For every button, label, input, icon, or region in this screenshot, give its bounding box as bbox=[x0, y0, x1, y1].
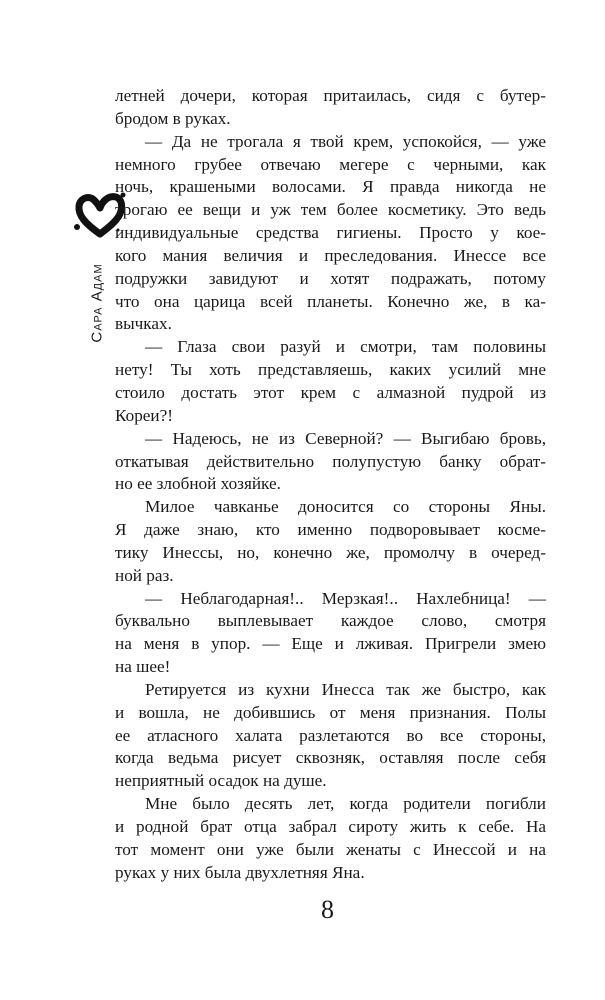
text-line: — Надеюсь, не из Северной? — Выгибаю бровь, bbox=[145, 428, 546, 448]
body-text bbox=[115, 85, 546, 885]
text-line: на меня в упор. — Еще и лживая. Пригрели змею bbox=[115, 634, 546, 654]
text-line: подружки завидуют и хотят подражать, потому bbox=[115, 268, 546, 288]
text-line: неприятный осадок на душе. bbox=[115, 771, 327, 791]
page-number: 8 bbox=[321, 895, 334, 924]
text-line: Я даже знаю, кто именно подворовывает косме- bbox=[115, 520, 546, 540]
text-line: кого мания величия и преследования. Инессе все bbox=[115, 245, 546, 265]
text-line: но ее злобной хозяйке. bbox=[115, 474, 281, 494]
text-line: тот момент они уже были женаты с Инессой и на bbox=[115, 839, 546, 859]
text-line: летней дочери, которая притаилась, сидя с бутер- bbox=[115, 86, 546, 105]
text-line: немного грубее отвечаю мегере с черными, как bbox=[115, 154, 546, 174]
text-line: Милое чавканье доносится со стороны Яны. bbox=[145, 497, 546, 517]
text-line: нету! Ты хоть представляешь, каких усилий мне bbox=[115, 360, 546, 380]
text-line: — Неблагодарная!.. Мерзкая!.. Нахлебница! — bbox=[145, 588, 546, 608]
text-line: ночь, крашеными волосами. Я правда никогда не bbox=[115, 177, 546, 197]
text-line: что она царица всей планеты. Конечно же, в ка- bbox=[115, 291, 546, 311]
text-line: на шее! bbox=[115, 657, 171, 677]
text-line: и родной брат отца забрал сироту жить к себе. На bbox=[115, 817, 546, 836]
text-line: трогаю ее вещи и уж тем более косметику. Это ведь bbox=[115, 200, 546, 220]
text-line: индивидуальные средства гигиены. Просто у кое- bbox=[115, 223, 546, 243]
text-line: вычках. bbox=[115, 314, 172, 334]
text-line: Ретируется из кухни Инесса так же быстро, как bbox=[145, 679, 546, 699]
text-line: Кореи?! bbox=[115, 405, 173, 425]
text-line: ее атласного халата разлетаются во все стороны, bbox=[115, 725, 546, 745]
text-line: Мне было десять лет, когда родители погибли bbox=[145, 794, 546, 814]
text-line: буквально выплевывает каждое слово, смотря bbox=[115, 611, 546, 631]
text-line: откатывая действительно полупустую банку обрат- bbox=[115, 451, 546, 471]
text-line: стоило достать этот крем с алмазной пудрой из bbox=[115, 382, 546, 402]
text-line: когда ведьма рисует сквозняк, оставляя после себя bbox=[115, 748, 546, 768]
text-line: ной раз. bbox=[115, 565, 174, 585]
text-line: бродом в руках. bbox=[115, 108, 231, 128]
text-line: руках у них была двухлетняя Яна. bbox=[115, 862, 365, 882]
text-line: тику Инессы, но, конечно же, промолчу в очеред- bbox=[115, 542, 546, 562]
text-line: и вошла, не добившись от меня признания. Полы bbox=[115, 702, 546, 722]
text-line: — Глаза свои разуй и смотри, там половины bbox=[145, 337, 546, 357]
running-head-author: Сара Адам bbox=[88, 263, 106, 343]
text-line: — Да не трогала я твой крем, успокойся, — уже bbox=[145, 131, 546, 151]
